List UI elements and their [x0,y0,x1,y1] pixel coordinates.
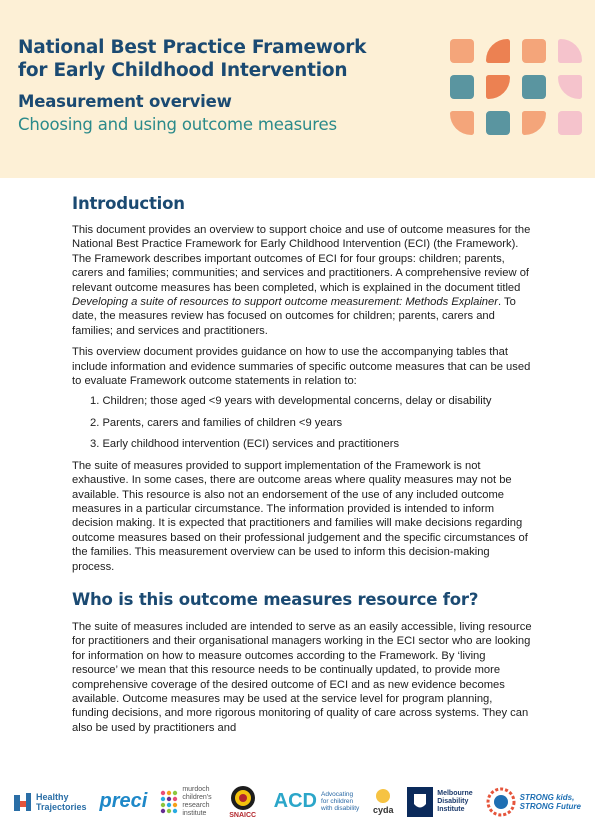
healthy-text: Healthy [36,791,69,802]
list-item: 3. Early childhood intervention (ECI) services and practitioners [90,438,400,451]
decor-shape [522,39,546,63]
decor-shape [486,111,510,135]
list-item: 1. Children; those aged <9 years with developmental concerns, delay or disability [90,395,492,408]
who-is-this-for-heading: Who is this outcome measures resource for? [72,589,479,609]
snaicc-emblem-icon [225,785,261,811]
header-banner [0,0,595,178]
healthy-trajectories-icon [14,791,32,813]
intro-text-b: . To date, the measures review has focused on outcomes for children; parents, carers and families; and services and practitioners. [72,296,516,337]
who-paragraph-1: The suite of measures included are intended to serve as an easily accessible, living resource for practitioners and their organisational managers working in the ECI sector who are looking for information on how to measure outcomes according to the Framework. By ‘living resource’ we mean that this resource needs to be continually updated, to provide more comprehensive coverage of the desired outcome of ECI and as new evidence becomes available. Outcome measures may be used at the service level for program planning, funding decisions, and more rigorous monitoring of quality of care across systems. They can also be used by practitioners and [72,620,532,734]
title-line-2: for Early Childhood Intervention [18,60,348,81]
intro-text-a: This document provides an overview to support choice and use of outcome measures for the National Best Practice Framework for Early Childhood Intervention (ECI) (the Framework). The Framework describes important outcomes of ECI for four groups: children; parents, carers and families; communities; and services and practitioners. A comprehensive review of relevant outcome measures has been completed, which is explained in the document titled [72,224,531,294]
preci-text: preci [99,790,148,812]
murdoch-text-1: murdoch [182,785,210,793]
mdi-text-2: Disability [437,797,469,805]
mdi-text-1: Melbourne [437,789,473,797]
acd-tagline-3: with disability [320,805,360,812]
murdoch-text-2: children's [182,793,212,801]
snaicc-text: SNAICC [229,811,257,819]
murdoch-dots-icon [160,790,178,814]
introduction-heading: Introduction [72,194,185,213]
decor-shape [486,75,510,99]
main-content [72,193,532,735]
murdoch-text-4: institute [182,809,207,817]
cyda-icon [372,788,394,804]
document-subtitle-secondary: Choosing and using outcome measures [18,115,337,134]
trajectories-text: Trajectories [36,801,87,812]
acd-text: ACD [273,790,317,812]
list-item: 2. Parents, carers and families of children <9 years [90,416,343,429]
decor-shape [558,39,582,63]
decor-shape [450,39,474,63]
decor-shape [486,39,510,63]
decor-shape [558,111,582,135]
methods-explainer-title: Developing a suite of resources to support outcome measurement: Methods Explainer [72,296,498,309]
melbourne-disability-institute-logo [407,787,472,817]
strong-kids-text-1: STRONG kids, [519,792,575,802]
introduction-paragraph-1 [72,223,532,338]
acd-tagline-1: Advocating [320,791,354,798]
partner-logos-footer [0,764,595,839]
strong-kids-text-2: STRONG Future [519,801,581,811]
decor-shape [522,75,546,99]
introduction-paragraph-3: The suite of measures provided to support implementation of the Framework is not exhaustive. In some cases, there are outcome areas where quality measures may not be available. This resource is also not an endorsement of the use of any included outcome measures in a particular circumstance. The information provided is intended to inform decision making. It is expected that practitioners and families will make decisions regarding outcome measures based on their professional judgement and the specific circumstances of the families. This measurement overview can be used to inform this decision-making process. [72,459,528,573]
acd-logo [274,790,360,813]
preci-logo [100,790,148,813]
university-crest-icon [407,787,433,817]
murdoch-text-3: research [182,801,210,809]
strong-kids-emblem-icon [486,787,516,817]
decor-shape [558,75,582,99]
murdoch-logo [160,786,211,818]
healthy-trajectories-logo [14,791,87,813]
document-subtitle: Measurement overview [18,92,232,111]
cyda-text: cyda [373,805,394,815]
decor-shape [450,111,474,135]
snaicc-logo [225,785,261,819]
decor-shape [450,75,474,99]
outcome-group-list [72,394,532,451]
title-line-1: National Best Practice Framework [18,37,367,58]
decor-shape [522,111,546,135]
strong-kids-logo [486,787,581,817]
document-title [18,36,438,82]
mdi-text-3: Institute [437,805,465,813]
acd-tagline-2: for children [320,798,354,805]
cyda-logo [372,788,394,815]
introduction-paragraph-2: This overview document provides guidance on how to use the accompanying tables that include information and evidence summaries of specific outcome measures that can be used to evaluate Framework outcome statements in relation to: [72,346,531,388]
